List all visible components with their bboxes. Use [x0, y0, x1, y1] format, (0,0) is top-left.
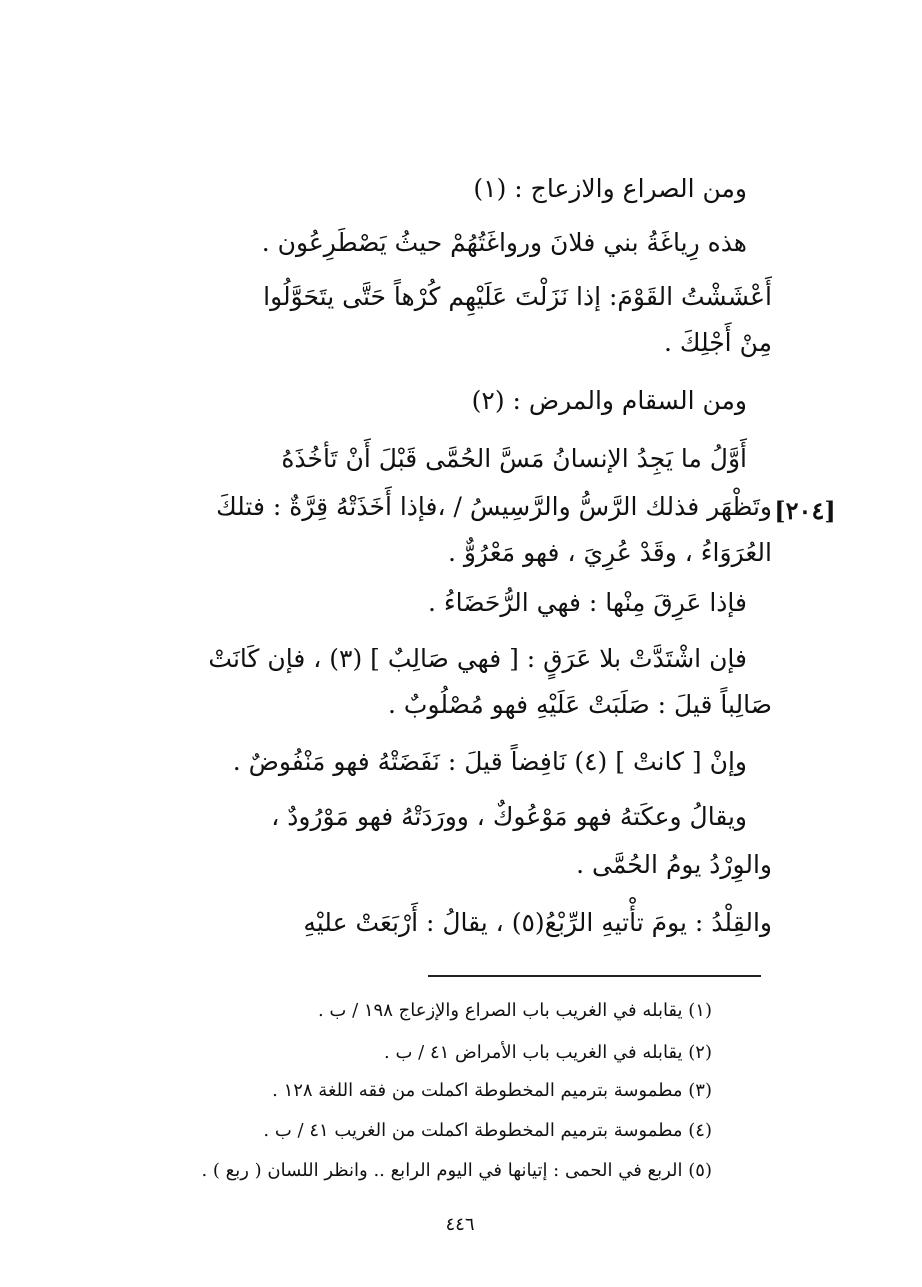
- body-line: ويقالُ وعكَتهُ فهو مَوْعُوكٌ ، وورَدَتْهُ فهو مَوْرُودٌ ،: [271, 802, 747, 831]
- body-line: صَالِباً قيلَ : صَلَبَتْ عَلَيْهِ فهو مُصْلُوبٌ .: [388, 690, 772, 719]
- footnote: (١) يقابله في الغريب باب الصراع والإزعاج ١٩٨ / ب .: [317, 1000, 712, 1021]
- body-line: أَعْشَشْتُ القَوْمَ: إذا نَزَلْتَ عَلَيْهِم كُرْهاً حَتَّى يتَحَوَّلُوا: [263, 282, 772, 311]
- page-number: ٤٤٦: [445, 1214, 475, 1235]
- body-line: هذه رِياغَةُ بني فلانَ ورواغَتُهُمْ حيثُ يَصْطَرِعُون .: [261, 228, 747, 257]
- body-line: والوِرْدُ يومُ الحُمَّى .: [576, 850, 772, 879]
- footnote-separator: [428, 975, 761, 977]
- manuscript-folio-marker: [٢٠٤]: [774, 496, 836, 525]
- body-line: أَوَّلُ ما يَجِدُ الإنسانُ مَسَّ الحُمَّى قَبْلَ أَنْ تَأخُذَهُ: [281, 444, 747, 473]
- section-heading-sickness: ومن السقام والمرض : (٢): [471, 386, 747, 415]
- footnote: (٥) الربع في الحمى : إتيانها في اليوم الرابع .. وانظر اللسان ( ربع ) .: [201, 1160, 712, 1181]
- body-line: وإنْ [ كانتْ ] (٤) نَافِضاً قيلَ : نَفَضَتْهُ فهو مَنْفُوضٌ .: [232, 747, 747, 776]
- body-line: فإن اشْتَدَّتْ بلا عَرَقٍ : [ فهي صَالِبٌ ] (٣) ، فإن كَانَتْ: [208, 644, 747, 673]
- section-heading-wrestling: ومن الصراع والازعاج : (١): [473, 174, 747, 203]
- body-line: والقِلْدُ : يومَ تأْتيهِ الرِّبْعُ(٥) ، يقالُ : أَرْبَعَتْ عليْهِ: [303, 908, 772, 937]
- body-line: فإذا عَرِقَ مِنْها : فهي الرُّحَضَاءُ .: [427, 588, 747, 617]
- body-line: العُرَوَاءُ ، وقَدْ عُرِيَ ، فهو مَعْرُوٌّ .: [447, 538, 772, 567]
- footnote: (٣) مطموسة بترميم المخطوطة اكملت من فقه اللغة ١٢٨ .: [272, 1080, 712, 1101]
- footnote: (٤) مطموسة بترميم المخطوطة اكملت من الغريب ٤١ / ب .: [263, 1120, 712, 1141]
- footnote: (٢) يقابله في الغريب باب الأمراض ٤١ / ب .: [384, 1042, 712, 1063]
- body-line: مِنْ أَجْلِكَ .: [663, 328, 772, 357]
- body-line: وتَظْهَر فذلك الرَّسُّ والرَّسِيسُ / ،فإذا أَخَذَتْهُ قِرَّةٌ : فتلكَ: [216, 492, 772, 521]
